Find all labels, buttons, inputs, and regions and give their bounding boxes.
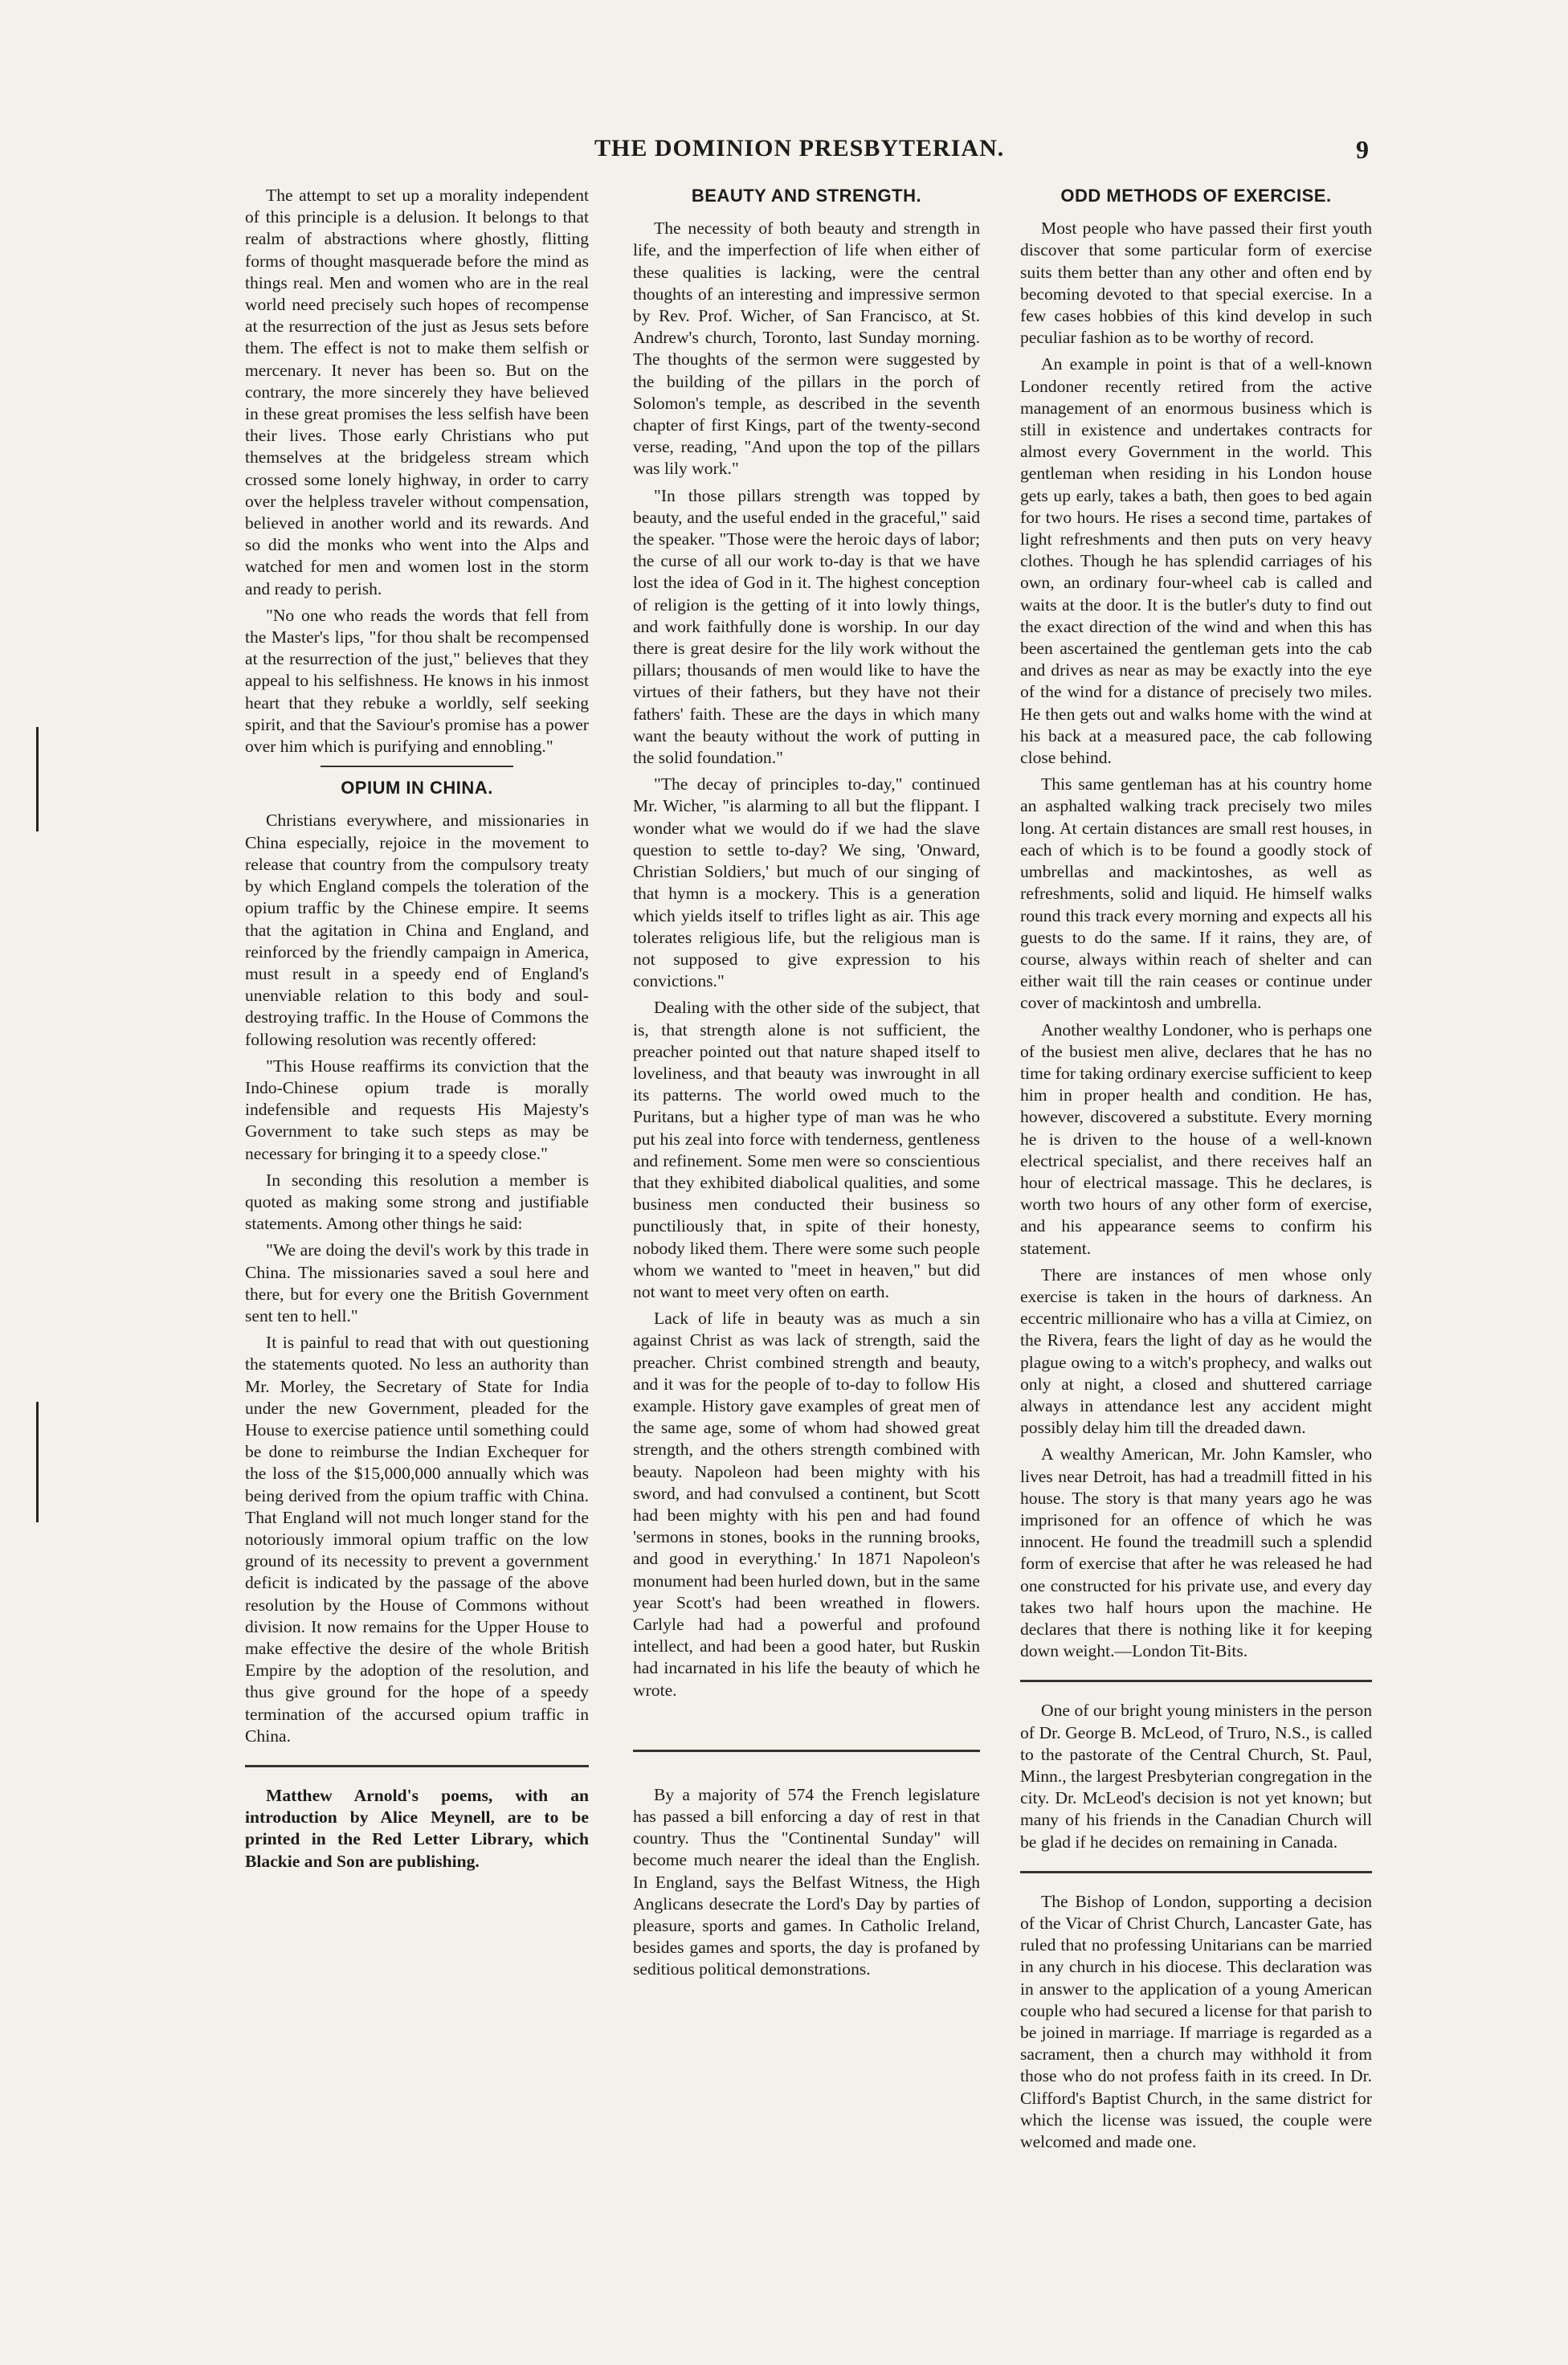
column-middle [633, 185, 980, 1986]
article-paragraph: An example in point is that of a well-known Londoner recently retired from the active management of an enormous business which is still in existence and undertakes contracts for almost every Government in the world. This gentleman when residing in his London house gets up early, takes a bath, then goes to bed again for two hours. He rises a second time, partakes of light refreshments and then puts on very heavy clothes. Though he has splendid carriages of his own, an ordinary four-wheel cab is called and waits at the door. It is the butler's duty to find out the exact direction of the wind and when this has been ascertained the gentleman gets into the cab and drives as near as may be exactly into the eye of the wind for a distance of precisely two miles. He then gets out and walks home with the wind at his back at a measured pace, the cab following close behind. [1020, 354, 1372, 768]
news-brief-arnold: Matthew Arnold's poems, with an introduction by Alice Meynell, are to be printed in the Red Letter Library, which Blackie and Son are publishing. [245, 1786, 589, 1871]
article-paragraph: Dealing with the other side of the subject, that is, that strength alone is not sufficient, the preacher pointed out that nature shaped itself to loveliness, and that beauty was inwrought in all its patterns. The world owed much to the Puritans, but a higher type of man was he who put his zeal into force with tenderness, gentleness and refinement. Some men were so conscientious that they exhibited diabolical qualities, and some business men conducted their business so punctiliously that, in spite of their honesty, nobody liked them. There were some such people whom we wanted to "meet in heaven," but did not want to meet very often on earth. [633, 998, 980, 1301]
section-divider [1020, 1871, 1372, 1873]
margin-binding-mark-upper [32, 727, 42, 831]
section-divider [245, 1765, 589, 1767]
article-paragraph: "This House reaffirms its conviction that the Indo-Chinese opium trade is morally indefensible and requests His Majesty's Government to take such steps as may be necessary for bringing it to a speedy close." [245, 1056, 589, 1163]
article-paragraph: "We are doing the devil's work by this trade in China. The missionaries saved a soul here and there, but for every one the British Government sent ten to hell." [245, 1240, 589, 1325]
article-paragraph: The attempt to set up a morality independent of this principle is a delusion. It belongs to that realm of abstractions where ghostly, flitting forms of thought masquerade before the mind as things real. Men and women who are in the real world need precisely such hopes of recompense at the resurrection of the just as Jesus sets before them. The effect is not to make them selfish or mercenary. It never has been so. But on the contrary, the more sincerely they have believed in these great promises the less selfish have been their lives. Those early Christians who put themselves at the bridgeless stream which crossed some lonely highway, in order to carry over the helpless traveler without compensation, believed in another world and its rewards. And so did the monks who went into the Alps and watched for men and women lost in the storm and ready to perish. [245, 186, 589, 598]
article-paragraph: The necessity of both beauty and strength in life, and the imperfection of life when either of these qualities is lacking, were the central thoughts of an interesting and impressive sermon by Rev. Prof. Wicher, of San Francisco, at St. Andrew's church, Toronto, last Sunday morning. The thoughts of the sermon were suggested by the building of the pillars in the porch of Solomon's temple, as described in the seventh chapter of first Kings, part of the twenty-second verse, reading, "And upon the top of the pillars was lily work." [633, 219, 980, 479]
column-left [245, 185, 589, 1877]
news-brief-bishop: The Bishop of London, supporting a decision of the Vicar of Christ Church, Lancaster Gate, has ruled that no professing Unitarians can be married in any church in his diocese. This declaration was in answer to the application of a young American couple who had secured a license for that parish to be joined in marriage. If marriage is regarded as a sacrament, then a church may withhold it from those who do not profess faith in its creed. In Dr. Clifford's Baptist Church, in the same district for which the license was issued, the couple were welcomed and made one. [1020, 1891, 1372, 2152]
article-heading-exercise: ODD METHODS OF EXERCISE. [1060, 186, 1332, 206]
article-paragraph: Another wealthy Londoner, who is perhaps one of the busiest men alive, declares that he has no time for taking ordinary exercise sufficient to keep him in proper health and condition. He has, however, discovered a substitute. Every morning he is driven to the house of a well-known electrical specialist, and there receives half an hour of electrical massage. This he declares, is worth two hours of any other form of exercise, and his appearance seems to confirm his statement. [1020, 1019, 1372, 1258]
article-paragraph: Christians everywhere, and missionaries in China especially, rejoice in the movement to release that country from the compulsory treaty by which England compels the toleration of the opium traffic by the Chinese empire. It seems that the agitation in China and England, and reinforced by the friendly campaign in America, must result in a speedy end of England's unenviable relation to this body and soul-destroying traffic. In the House of Commons the following resolution was recently offered: [245, 811, 589, 1049]
article-paragraph: In seconding this resolution a member is quoted as making some strong and justifiable statements. Among other things he said: [245, 1170, 589, 1234]
news-brief-french-sunday: By a majority of 574 the French legislature has passed a bill enforcing a day of rest in that country. Thus the "Continental Sunday" will become much nearer the ideal than the English. In England, says the Belfast Witness, the High Anglicans desecrate the Lord's Day by parties of pleasure, sports and games. In Catholic Ireland, besides games and sports, the day is profaned by seditious political demonstrations. [633, 1784, 980, 1979]
article-heading-opium: OPIUM IN CHINA. [341, 778, 493, 799]
article-paragraph: There are instances of men whose only exercise is taken in the hours of darkness. An eccentric millionaire who has a villa at Cimiez, on the Rivera, fears the light of day as he would the plague owing to a witch's prophecy, and walks out only at night, a closed and shuttered carriage always in attendance lest any accident might possibly delay him till the dreaded dawn. [1020, 1264, 1372, 1438]
article-paragraph: This same gentleman has at his country home an asphalted walking track precisely two miles long. At certain distances are small rest houses, in each of which is to be found a goodly stock of umbrellas and mackintoshes, as well as refreshments, solid and liquid. He himself walks round this track every morning and expects all his guests to do the same. If it rains, they are, of course, always within reach of shelter and can either wait till the rain ceases or continue under cover of mackintosh and umbrella. [1020, 774, 1372, 1013]
publication-title: THE DOMINION PRESBYTERIAN. [594, 135, 1005, 161]
article-paragraph: Lack of life in beauty was as much a sin against Christ as was lack of strength, said the preacher. Christ combined strength and beauty, and it was for the people of to-day to follow His example. History gave examples of great men of the same age, some of whom had showed great strength, and the others strength combined with beauty. Napoleon had been mighty with his sword, and had convulsed a continent, but Scott had been mighty with his pen and had found 'sermons in stones, books in the running brooks, and good in everything.' In 1871 Napoleon's monument had been hurled down, but in the same year Scott's had been wreathed in flowers. Carlyle had had a powerful and profound intellect, and had been a good hater, but Ruskin had incarnated in his life the beauty of which he wrote. [633, 1309, 980, 1700]
article-heading-beauty: BEAUTY AND STRENGTH. [691, 186, 922, 206]
article-paragraph: A wealthy American, Mr. John Kamsler, who lives near Detroit, has had a treadmill fitted in his house. The story is that many years ago he was imprisoned for an offence of which he was innocent. He found the treadmill such a splendid form of exercise that after he was released he had one constructed for his private use, and every day takes two half hours upon the machine. He declares that there is nothing like it for keeping down weight.—London Tit-Bits. [1020, 1444, 1372, 1661]
news-brief-mcleod: One of our bright young ministers in the person of Dr. George B. McLeod, of Truro, N.S., is called to the pastorate of the Central Church, St. Paul, Minn., the largest Presbyterian congregation in the city. Dr. McLeod's decision is not yet known; but many of his friends in the Canadian Church will be glad if he decides on remaining in Canada. [1020, 1701, 1372, 1852]
article-paragraph: "In those pillars strength was topped by beauty, and the useful ended in the graceful," said the speaker. "Those were the heroic days of labor; the curse of all our work to-day is that we have lost the idea of God in it. The highest conception of religion is the getting of it into lowly things, and work faithfully done is worship. In our day there is great desire for the lily work without the pillars; thousands of men would like to have the virtues of their fathers, but they have not their fathers' faith. These are the days in which many want the beauty without the work of putting in the solid foundation." [633, 485, 980, 768]
column-right [1020, 185, 1372, 2158]
article-paragraph: "The decay of principles to-day," continued Mr. Wicher, "is alarming to all but the flippant. I wonder what we would do if we had the slave question to settle to-day? We sing, 'Onward, Christian Soldiers,' but much of our singing of that hymn is a mockery. This is a generation which yields itself to trifles light as air. This age tolerates religious life, but the religious man is not supposed to give expression to his convictions." [633, 774, 980, 991]
section-divider [1020, 1680, 1372, 1682]
page-number: 9 [1356, 135, 1370, 164]
article-paragraph: It is painful to read that with out questioning the statements quoted. No less an authority than Mr. Morley, the Secretary of State for India under the new Government, pleaded for the House to exercise patience until something could be done to reimburse the Indian Exchequer for the loss of the $15,000,000 annually which was being derived from the opium traffic with China. That England will not much longer stand for the notoriously immoral opium traffic on the low ground of its necessity to prevent a government deficit is indicated by the passage of the above resolution by the House of Commons without division. It now remains for the Upper House to make effective the desire of the whole British Empire by the adoption of the resolution, and thus give ground for the hope of a speedy termination of the accursed opium traffic in China. [245, 1333, 589, 1746]
section-divider [633, 1750, 980, 1752]
margin-binding-mark-lower [32, 1402, 42, 1522]
article-paragraph: Most people who have passed their first youth discover that some particular form of exercise suits them better than any other and often end by becoming devoted to that special exercise. In a few cases hobbies of this kind develop in such peculiar fashion as to be worthy of record. [1020, 219, 1372, 348]
article-paragraph: "No one who reads the words that fell from the Master's lips, "for thou shalt be recompensed at the resurrection of the just," believes that they appeal to his selfishness. He knows in his inmost heart that they rebuke a worldly, self seeking spirit, and that the Saviour's promise has a power over him which is purifying and ennobling." [245, 605, 589, 757]
section-divider [321, 766, 513, 767]
